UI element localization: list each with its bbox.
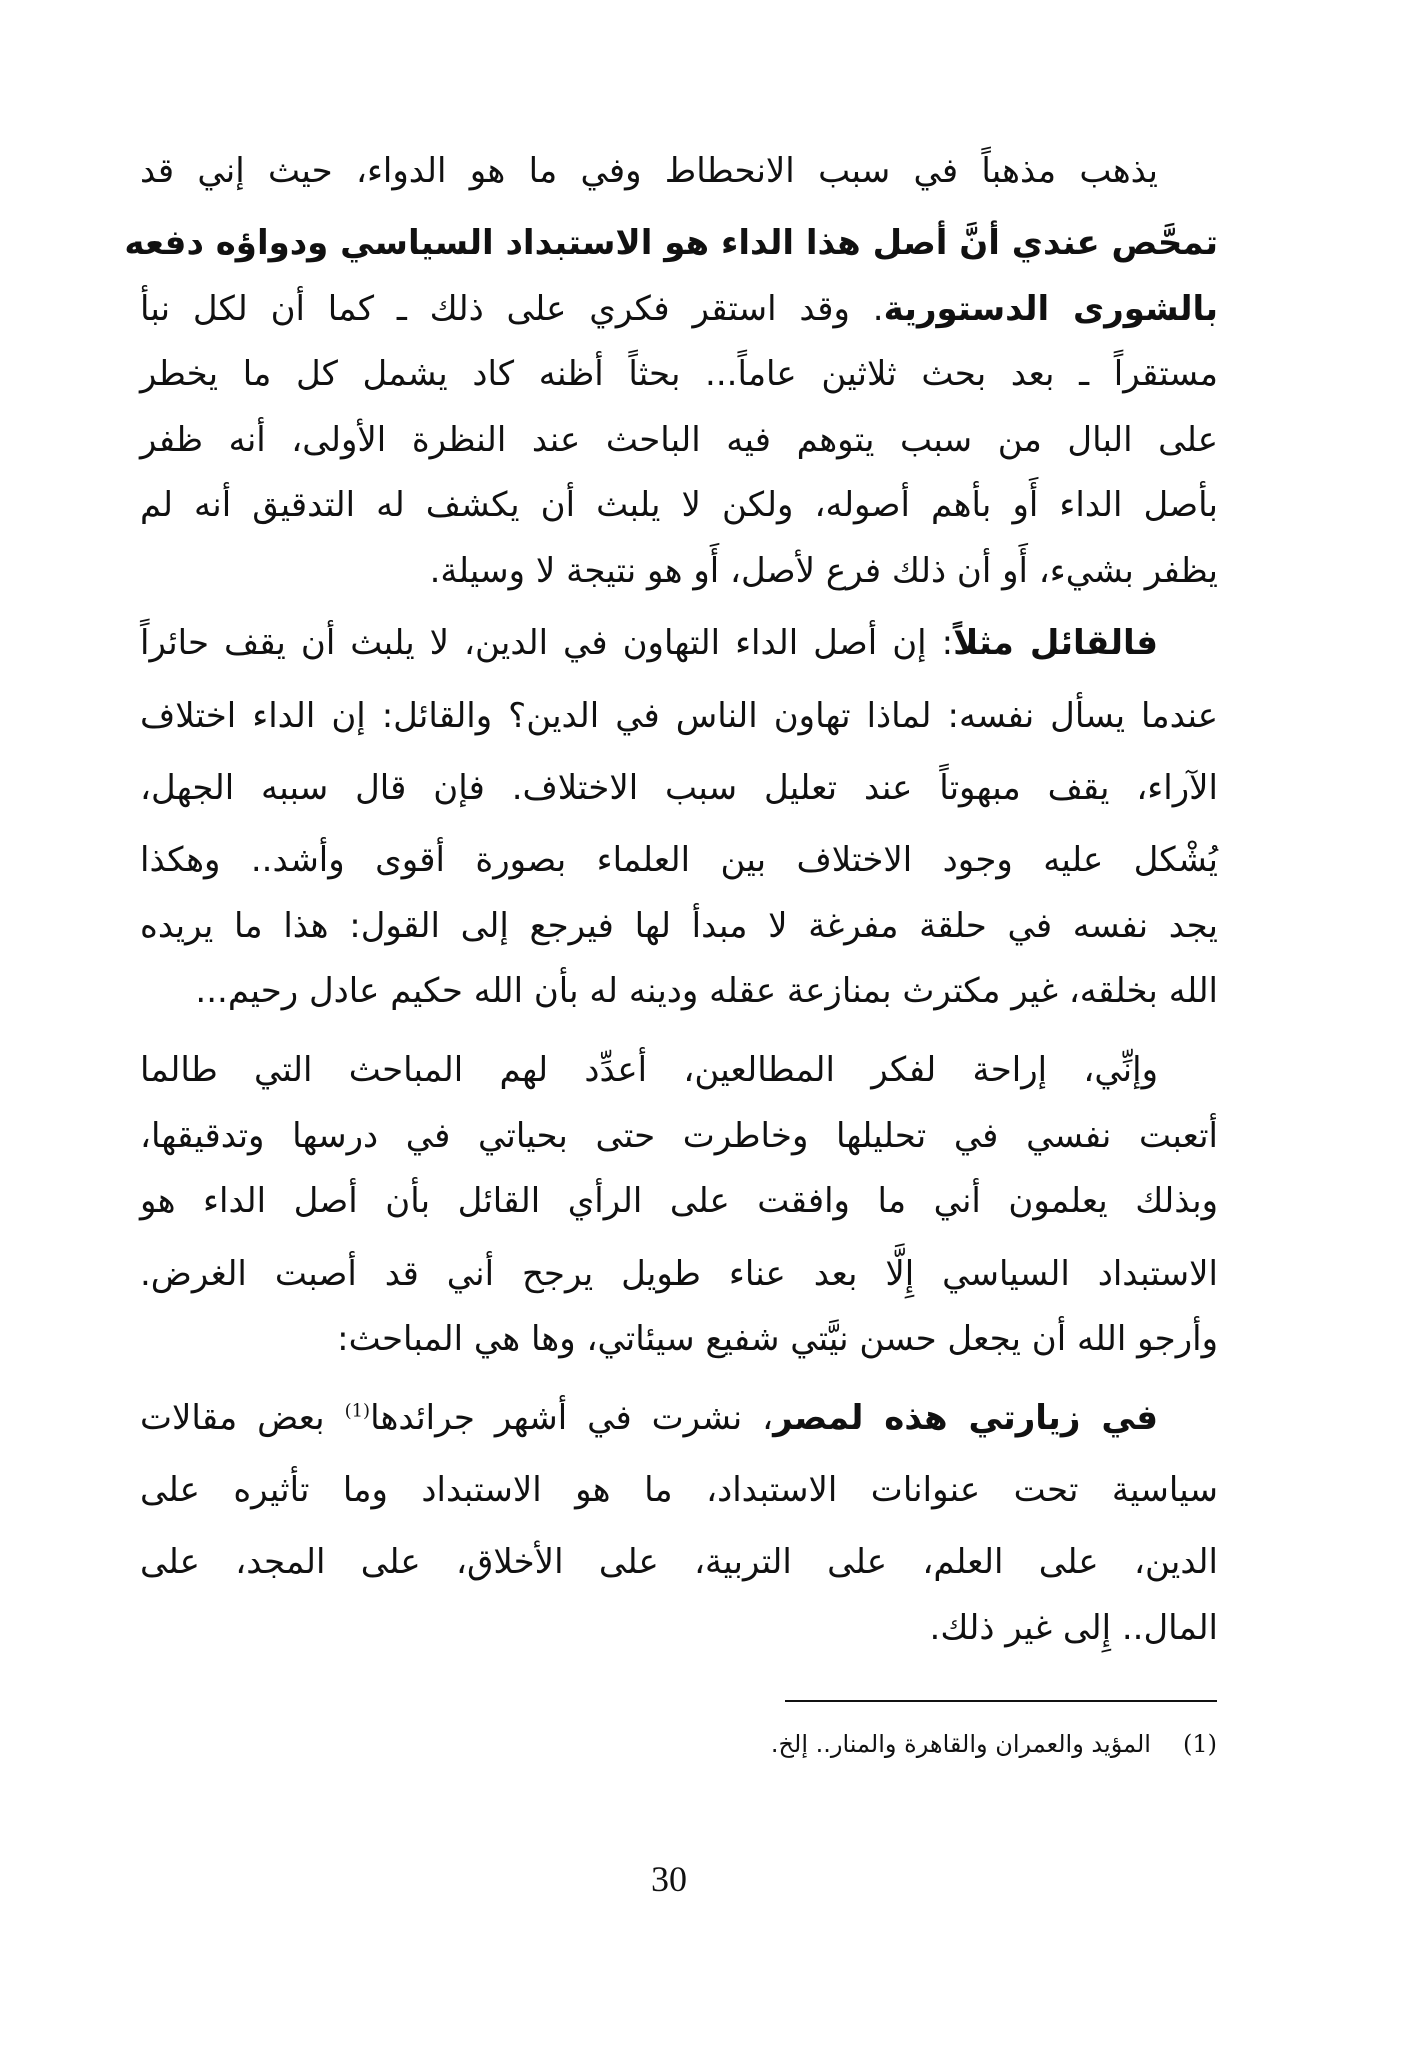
text-span: أتعبت نفسي في تحليلها وخاطرت حتى بحياتي في درسها وتدقيقها،	[140, 1116, 1218, 1156]
text-span: الاستبداد السياسي إِلَّا بعد عناء طويل يرجح أني قد أصبت الغرض.	[140, 1254, 1218, 1294]
text-span: وأرجو الله أن يجعل حسن نيَّتي شفيع سيئاتي، وها هي المباحث:	[337, 1319, 1218, 1359]
text-line	[140, 1385, 1218, 1451]
text-span: وإنِّي، إراحة لفكر المطالعين، أعدِّد لهم المباحث التي طالما	[140, 1050, 1158, 1090]
bold-text: بالشورى الدستورية	[883, 289, 1218, 329]
text-line	[124, 210, 1218, 276]
text-span: يذهب مذهباً في سبب الانحطاط وفي ما هو الدواء، حيث إني قد	[140, 151, 1158, 191]
footnote-separator	[785, 1700, 1217, 1702]
text-span: . وقد استقر فكري على ذلك ـ كما أن لكل نبأ	[140, 289, 884, 329]
text-span: وبذلك يعلمون أني ما وافقت على الرأي القائل بأن أصل الداء هو	[140, 1181, 1218, 1221]
text-span: بعض مقالات	[140, 1398, 345, 1438]
text-span: عندما يسأل نفسه: لماذا تهاون الناس في الدين؟ والقائل: إن الداء اختلاف	[140, 696, 1218, 736]
text-span: يظفر بشيء، أَو أن ذلك فرع لأصل، أَو هو نتيجة لا وسيلة.	[429, 551, 1218, 591]
text-span: الله بخلقه، غير مكترث بمنازعة عقله ودينه له بأن الله حكيم عادل رحيم...	[195, 971, 1218, 1011]
bold-text: فالقائل مثلاً	[953, 623, 1158, 663]
text-span: مستقراً ـ بعد بحث ثلاثين عاماً... بحثاً أظنه كاد يشمل كل ما يخطر	[140, 354, 1218, 394]
footnote	[560, 1722, 1217, 1766]
text-line	[140, 1103, 1218, 1169]
text-line	[140, 1306, 1218, 1372]
text-line	[140, 538, 1218, 604]
text-span: الآراء، يقف مبهوتاً عند تعليل سبب الاختلاف. فإن قال سببه الجهل،	[140, 768, 1218, 808]
text-span: الدين، على العلم، على التربية، على الأخلاق، على المجد، على	[140, 1542, 1218, 1582]
footnote-text: المؤيد والعمران والقاهرة والمنار.. إلخ.	[770, 1730, 1151, 1758]
footnote-number: (1)	[1182, 1730, 1217, 1758]
bold-text: تمحَّص عندي أنَّ أصل هذا الداء هو الاستبداد السياسي ودواؤه دفعه	[124, 223, 1218, 263]
text-line	[140, 1168, 1218, 1234]
text-span: المال.. إِلى غير ذلك.	[929, 1608, 1218, 1648]
text-span: يجد نفسه في حلقة مفرغة لا مبدأ لها فيرجع إلى القول: هذا ما يريده	[140, 906, 1218, 946]
text-span: سياسية تحت عنوانات الاستبداد، ما هو الاستبداد وما تأثيره على	[140, 1470, 1218, 1510]
text-line	[140, 1529, 1218, 1595]
text-line	[140, 276, 1218, 342]
text-line	[140, 958, 1218, 1024]
text-line	[140, 610, 1218, 676]
page-number: 30	[651, 1859, 687, 1899]
text-span: على البال من سبب يتوهم فيه الباحث عند النظرة الأولى، أنه ظفر	[140, 420, 1218, 460]
text-line	[140, 472, 1218, 538]
text-span: يُشْكل عليه وجود الاختلاف بين العلماء بصورة أقوى وأشد.. وهكذا	[140, 840, 1218, 880]
text-line	[140, 341, 1218, 407]
footnote-marker: (1)	[344, 1400, 371, 1422]
text-line	[140, 407, 1218, 473]
text-span: : إن أصل الداء التهاون في الدين، لا يلبث أن يقف حائراً	[140, 623, 954, 663]
text-span: ، نشرت في أشهر جرائدها	[370, 1398, 774, 1438]
text-line	[140, 1241, 1218, 1307]
text-line	[140, 1595, 1218, 1661]
text-line	[140, 138, 1218, 204]
text-line	[140, 683, 1218, 749]
text-line	[140, 827, 1218, 893]
text-span: بأصل الداء أَو بأهم أصوله، ولكن لا يلبث أن يكشف له التدقيق أنه لم	[140, 485, 1218, 525]
text-line	[140, 755, 1218, 821]
bold-text: في زيارتي هذه لمصر	[773, 1398, 1159, 1438]
text-line	[140, 1037, 1218, 1103]
text-line	[140, 893, 1218, 959]
text-line	[140, 1457, 1218, 1523]
